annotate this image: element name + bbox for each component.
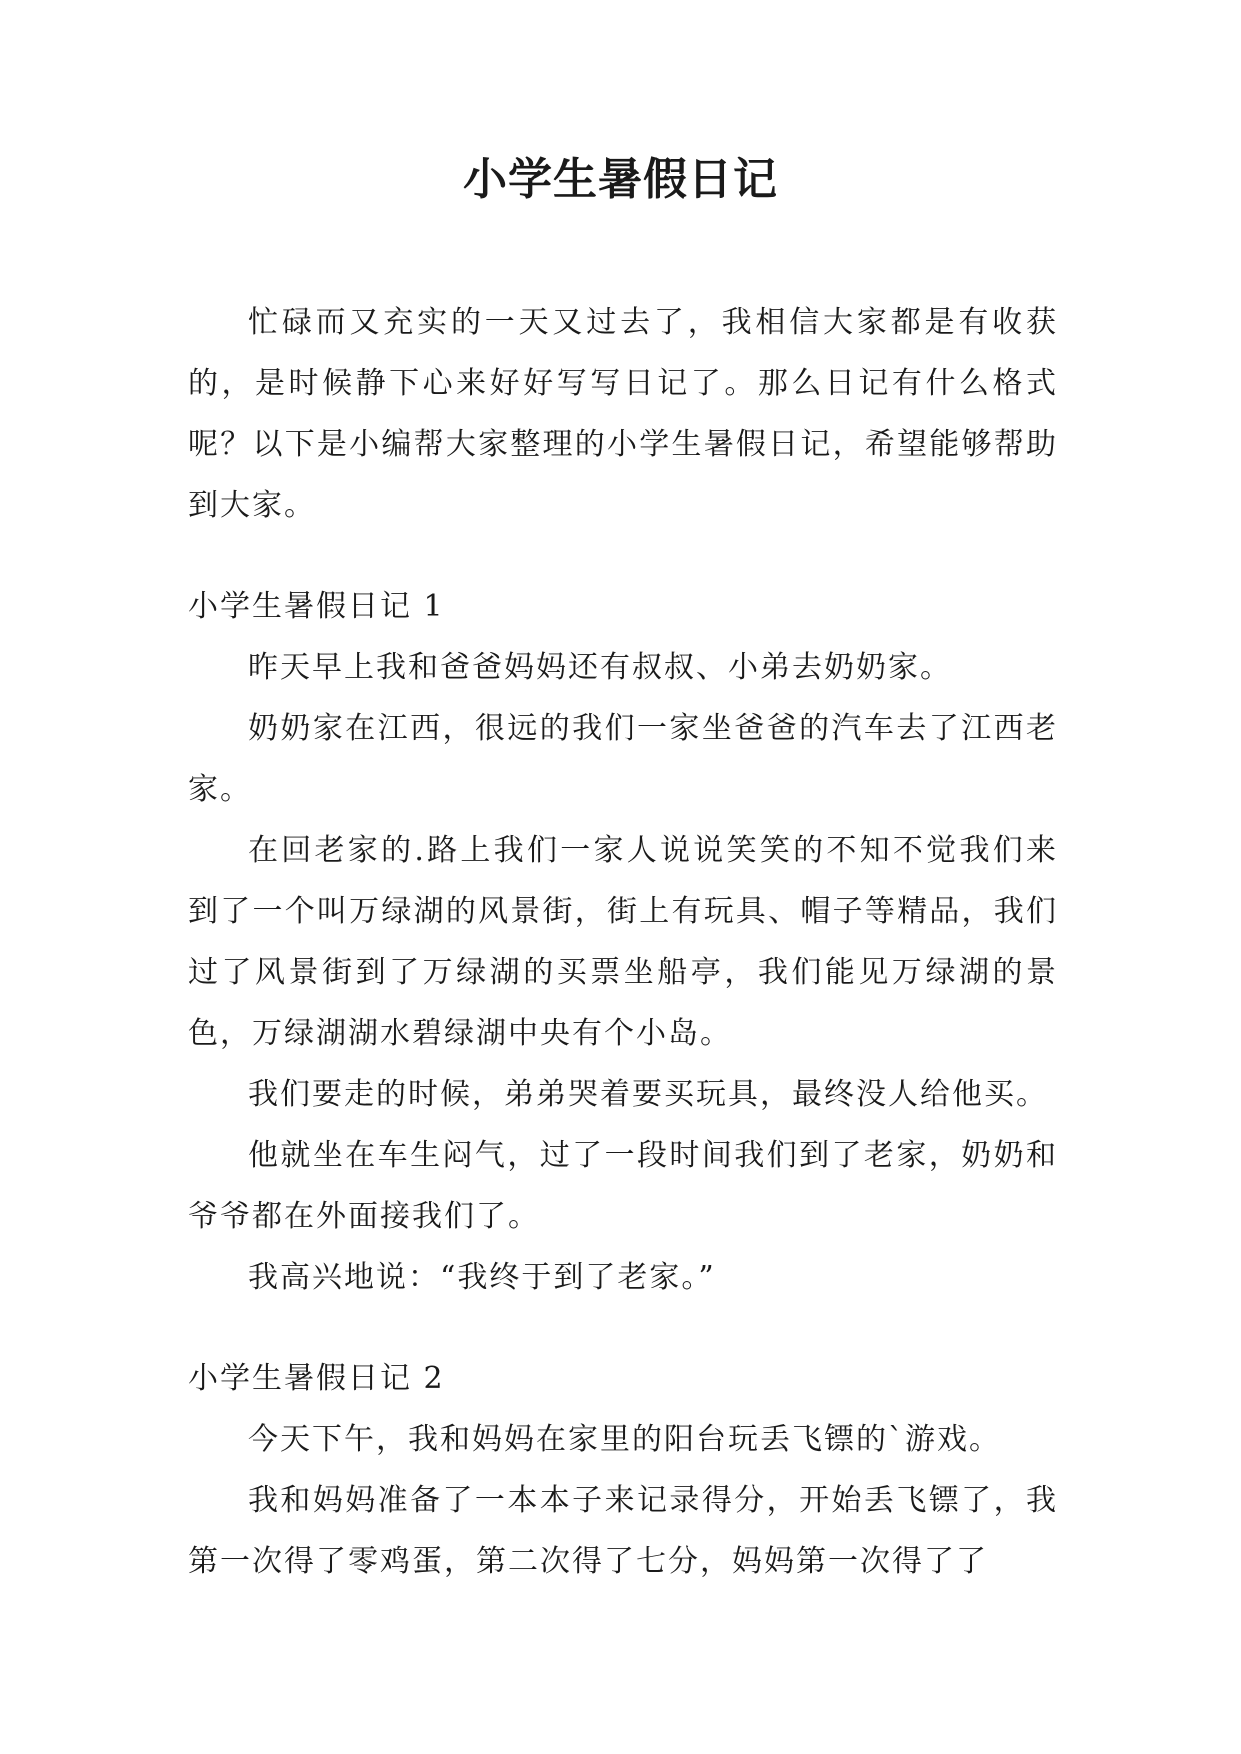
section-paragraph: 我高兴地说：“我终于到了老家。”: [248, 1260, 716, 1295]
document-title: 小学生暑假日记: [463, 154, 778, 205]
diary-section-2: [188, 1348, 1058, 1592]
section-paragraph: 我和妈妈准备了一本本子来记录得分，开始丢飞镖了，我第一次得了零鸡蛋，第二次得了七分，妈妈第一次得了了: [188, 1483, 1058, 1579]
section-gap: [188, 536, 1058, 576]
section-paragraph: 在回老家的.路上我们一家人说说笑笑的不知不觉我们来到了一个叫万绿湖的风景街，街上有玩具、帽子等精品，我们过了风景街到了万绿湖的买票坐船亭，我们能见万绿湖的景色，万绿湖湖水碧绿湖中央有个小岛。: [188, 833, 1058, 1051]
section-heading: 小学生暑假日记 1: [188, 589, 445, 624]
section-paragraph: 我们要走的时候，弟弟哭着要买玩具，最终没人给他买。: [248, 1077, 1048, 1112]
section-gap: [188, 1308, 1058, 1348]
section-paragraph: 今天下午，我和妈妈在家里的阳台玩丢飞镖的`游戏。: [248, 1422, 1001, 1457]
diary-section-1: [188, 576, 1058, 1308]
intro-paragraph: 忙碌而又充实的一天又过去了，我相信大家都是有收获的，是时候静下心来好好写写日记了。那么日记有什么格式呢？以下是小编帮大家整理的小学生暑假日记，希望能够帮助到大家。: [188, 305, 1058, 523]
section-paragraph: 他就坐在车生闷气，过了一段时间我们到了老家，奶奶和爷爷都在外面接我们了。: [188, 1138, 1058, 1234]
section-paragraph: 昨天早上我和爸爸妈妈还有叔叔、小弟去奶奶家。: [248, 650, 952, 685]
section-paragraph: 奶奶家在江西，很远的我们一家坐爸爸的汽车去了江西老家。: [188, 711, 1058, 807]
document-body: [188, 292, 1058, 1592]
section-heading: 小学生暑假日记 2: [188, 1361, 445, 1396]
